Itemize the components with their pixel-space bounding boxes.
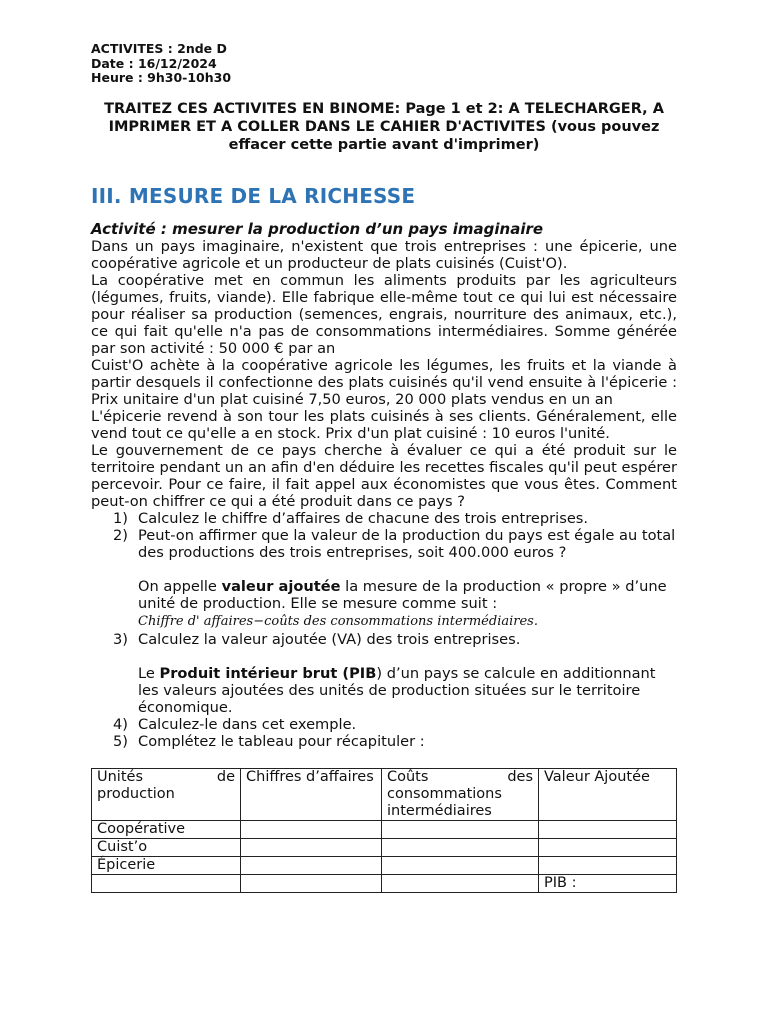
header-valeur-ajoutee: Valeur Ajoutée: [539, 769, 677, 821]
paragraph-5: Le gouvernement de ce pays cherche à évaluer ce qui a été produit sur le territoire pendant un an afin d'en déduire les recettes fiscales qu'il peut espérer percevoir. Pour ce faire, il fait appel aux économistes que vous êtes. Comment peut-on chiffrer ce qui a été produit dans ce pays ?: [91, 442, 677, 510]
row-label: Épicerie: [92, 857, 241, 875]
section-title: III. MESURE DE LA RICHESSE: [91, 184, 416, 208]
term-pib: Produit intérieur brut (PIB: [159, 665, 377, 682]
table-row-pib: [92, 875, 677, 893]
paragraph-1: Dans un pays imaginaire, n'existent que trois entreprises : une épicerie, une coopérative agricole et un producteur de plats cuisinés (Cuist'O).: [91, 238, 677, 272]
table-row: [92, 839, 677, 857]
pib-label: PIB :: [539, 875, 677, 893]
question-2: 2) Peut-on affirmer que la valeur de la production du pays est égale au total des productions des trois entreprises, soit 400.000 euros ?: [113, 527, 676, 561]
row-label: Cuist’o: [92, 839, 241, 857]
date-line: Date : 16/12/2024: [91, 55, 217, 71]
activity-body: [91, 221, 677, 750]
header-couts-ci: Coûts des consommations intermédiaires: [382, 769, 539, 821]
time-line: Heure : 9h30-10h30: [91, 70, 232, 85]
table-header-row: [92, 769, 677, 821]
term-valeur-ajoutee: valeur ajoutée: [221, 578, 341, 595]
paragraph-2: La coopérative met en commun les aliments produits par les agriculteurs (légumes, fruits, viande). Elle fabrique elle-même tout ce qui lui est nécessaire pour réaliser sa production (semences, engrais, nourriture des animaux, etc.), ce qui fait qu'elle n'a pas de consommations intermédiaires. Somme générée par son activité : 50 000 € par an: [91, 272, 677, 357]
activity-title-label: Activité :: [91, 220, 173, 238]
definition-pib: Le Produit intérieur brut (PIB) d’un pays se calcule en additionnant les valeurs ajoutées des unités de production situées sur le territoire économique.: [138, 665, 656, 716]
activity-title: [91, 221, 677, 238]
question-5: 5) Complétez le tableau pour récapituler :: [113, 733, 425, 750]
recap-table: [91, 768, 677, 893]
paragraph-3: Cuist'O achète à la coopérative agricole les légumes, les fruits et la viande à partir desquels il confectionne des plats cuisinés qu'il vend ensuite à l'épicerie : Prix unitaire d'un plat cuisiné 7,50 euros, 20 000 plats vendus en un an: [91, 357, 677, 408]
question-3: 3) Calculez la valeur ajoutée (VA) des trois entreprises.: [113, 631, 521, 648]
intro-instructions: TRAITEZ CES ACTIVITES EN BINOME: Page 1 et 2: A TELECHARGER, A IMPRIMER ET A COLLER DANS LE CAHIER D'ACTIVITES (vous pouvez effacer cette partie avant d'imprimer): [104, 101, 664, 153]
header-chiffres-affaires: Chiffres d’affaires: [241, 769, 382, 821]
question-list-1: [91, 510, 677, 561]
va-formula: Chiffre d' affaires−coûts des consommations intermédiaires.: [138, 614, 538, 629]
paragraph-4: L'épicerie revend à son tour les plats cuisinés à ses clients. Généralement, elle vend tout ce qu'elle a en stock. Prix d'un plat cuisiné : 10 euros l'unité.: [91, 408, 677, 442]
activity-title-rest: mesurer la production d’un pays imaginaire: [172, 220, 544, 238]
header-units: Unités de production: [92, 769, 241, 821]
question-1: 1) Calculez le chiffre d’affaires de chacune des trois entreprises.: [113, 510, 589, 527]
class-line: ACTIVITES : 2nde D: [91, 41, 227, 56]
question-list-3: [91, 716, 677, 750]
definition-valeur-ajoutee: On appelle valeur ajoutée la mesure de la production « propre » d’une unité de production. Elle se mesure comme suit : Chiffre d' affaires−coûts des consommations intermédiaires.: [91, 578, 677, 631]
table-row: [92, 857, 677, 875]
row-label: Coopérative: [92, 821, 241, 839]
question-list-2: [91, 631, 677, 648]
question-4: 4) Calculez-le dans cet exemple.: [113, 716, 357, 733]
table-row: [92, 821, 677, 839]
document-header: [91, 42, 231, 86]
